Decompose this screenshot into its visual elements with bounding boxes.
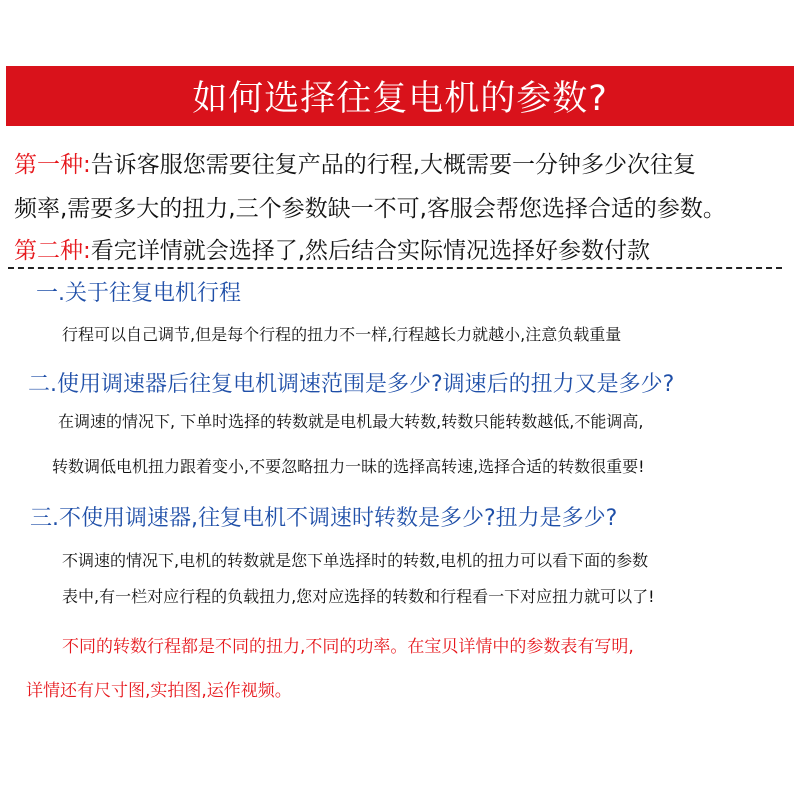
- section-2-line-1: 在调速的情况下, 下单时选择的转数就是电机最大转数,转数只能转数越低,不能调高,: [58, 412, 644, 431]
- intro-line-second: [14, 232, 650, 265]
- second-method-text: 看完详情就会选择了,然后结合实际情况选择好参数付款: [90, 238, 651, 264]
- section-3-line-1: 不调速的情况下,电机的转数就是您下单选择时的转数,电机的扭力可以看下面的参数: [62, 551, 649, 570]
- first-method-text-1: 告诉客服您需要往复产品的行程,大概需要一分钟多少次往复: [90, 152, 697, 178]
- second-method-label: 第二种:: [14, 238, 91, 264]
- dashed-divider: [8, 267, 782, 269]
- section-2-title: 二.使用调速器后往复电机调速范围是多少?调速后的扭力又是多少?: [28, 372, 675, 397]
- note-line-1: 不同的转数行程都是不同的扭力,不同的功率。在宝贝详情中的参数表有写明,: [62, 637, 634, 657]
- first-method-label: 第一种:: [14, 152, 91, 178]
- intro-line-first: [14, 146, 696, 179]
- section-1-title: 一.关于往复电机行程: [36, 281, 241, 306]
- page-title: 如何选择往复电机的参数?: [192, 79, 608, 119]
- title-banner: [6, 66, 794, 126]
- note-line-2: 详情还有尺寸图,实拍图,运作视频。: [26, 681, 292, 701]
- section-2-line-2: 转数调低电机扭力跟着变小,不要忽略扭力一昧的选择高转速,选择合适的转数很重要!: [52, 457, 645, 476]
- section-3-line-2: 表中,有一栏对应行程的负载扭力,您对应选择的转数和行程看一下对应扭力就可以了!: [62, 587, 655, 606]
- first-method-text-2: 频率,需要多大的扭力,三个参数缺一不可,客服会帮您选择合适的参数。: [14, 196, 726, 222]
- section-3-title: 三.不使用调速器,往复电机不调速时转数是多少?扭力是多少?: [30, 506, 618, 531]
- section-1-line-1: 行程可以自己调节,但是每个行程的扭力不一样,行程越长力就越小,注意负载重量: [62, 325, 622, 344]
